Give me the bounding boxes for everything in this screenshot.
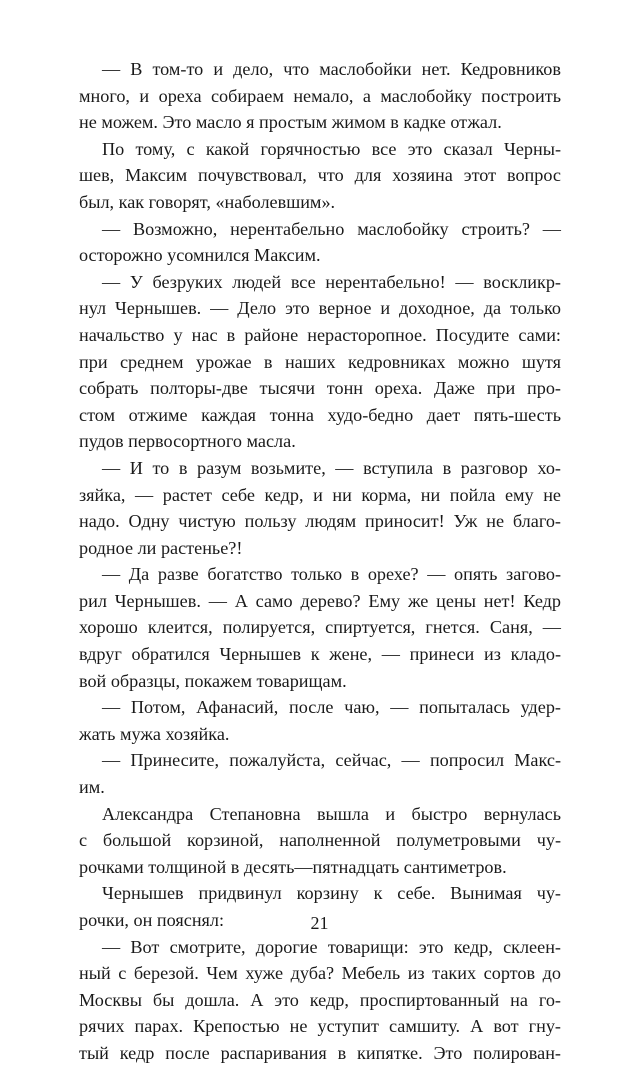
text-line: — Принесите, пожалуйста, сейчас, — попросил Макс- <box>102 750 561 771</box>
text-line: тый кедр после распаривания в кипятке. Это полирован- <box>79 1042 561 1063</box>
text-line: нул Чернышев. — Дело это верное и доходное, да только <box>79 298 561 319</box>
paragraph <box>79 561 561 694</box>
paragraph <box>79 801 561 881</box>
text-line: много, и ореха собираем немало, а маслобойку построить <box>79 85 561 106</box>
page-number: 21 <box>310 913 329 933</box>
text-line: рил Чернышев. — А само дерево? Ему же цены нет! Кедр <box>79 590 561 611</box>
text-line: — В том-то и дело, что маслобойки нет. Кедровников <box>102 59 561 79</box>
text-line: шев, Максим почувствовал, что для хозяина этот вопрос <box>79 165 561 186</box>
text-line: родное ли растенье?! <box>79 537 243 558</box>
text-line: — Потом, Афанасий, после чаю, — попыталась удер- <box>102 697 561 718</box>
paragraph <box>79 56 561 136</box>
paragraph <box>79 694 561 747</box>
text-line: собрать полторы-две тысячи тонн ореха. Даже при про- <box>79 378 561 399</box>
text-line: осторожно усомнился Максим. <box>79 245 321 266</box>
paragraph <box>79 136 561 216</box>
text-line: рячих парах. Крепостью не уступит самшиту. А вот гну- <box>79 1016 561 1037</box>
paragraph <box>79 269 561 455</box>
text-line: — Возможно, нерентабельно маслобойку строить? — <box>102 218 561 239</box>
text-line: при среднем урожае в наших кедровниках можно шутя <box>79 351 561 372</box>
text-line: — Да разве богатство только в орехе? — опять загово- <box>102 564 561 585</box>
text-line: надо. Одну чистую пользу людям приносит! Уж не благо- <box>79 511 561 532</box>
paragraph <box>79 455 561 561</box>
text-line: — Вот смотрите, дорогие товарищи: это кедр, склеен- <box>102 936 561 957</box>
text-line: вдруг обратился Чернышев к жене, — принеси из кладо- <box>79 644 561 665</box>
text-line: Москвы бы дошла. А это кедр, проспиртованный на го- <box>79 989 561 1010</box>
text-line: По тому, с какой горячностью все это сказал Черны- <box>102 138 561 159</box>
text-line: рочки, он пояснял: <box>79 910 225 930</box>
text-line: стом отжиме каждая тонна худо-бедно дает пять-шесть <box>79 404 561 425</box>
text-line: был, как говорят, «наболевшим». <box>79 191 336 212</box>
text-line: ный с березой. Чем хуже дуба? Мебель из таких сортов до <box>79 963 561 984</box>
text-line: начальство у нас в районе нерасторопное. Посудите сами: <box>79 324 561 345</box>
text-line: зяйка, — растет себе кедр, и ни корма, ни пойла ему не <box>79 484 561 505</box>
text-line: — У безруких людей все нерентабельно! — воскликр- <box>102 271 561 292</box>
text-line: хорошо клеится, полируется, спиртуется, гнется. Саня, — <box>79 617 561 638</box>
text-line: — И то в разум возьмите, — вступила в разговор хо- <box>102 457 561 478</box>
text-line: вой образцы, покажем товарищам. <box>79 670 347 691</box>
text-line: жать мужа хозяйка. <box>79 723 230 744</box>
text-line: Чернышев придвинул корзину к себе. Вынимая чу- <box>102 883 561 904</box>
text-line: рочками толщиной в десять—пятнадцать сантиметров. <box>79 856 507 877</box>
paragraph <box>79 934 561 1067</box>
text-line: им. <box>79 777 105 798</box>
paragraph <box>79 747 561 800</box>
text-line: пудов первосортного масла. <box>79 431 296 452</box>
text-line: с большой корзиной, наполненной полуметровыми чу- <box>79 830 561 851</box>
text-line: Александра Степановна вышла и быстро вернулась <box>102 803 561 824</box>
paragraph <box>79 216 561 269</box>
text-line: не можем. Это масло я простым жимом в кадке отжал. <box>79 112 502 133</box>
